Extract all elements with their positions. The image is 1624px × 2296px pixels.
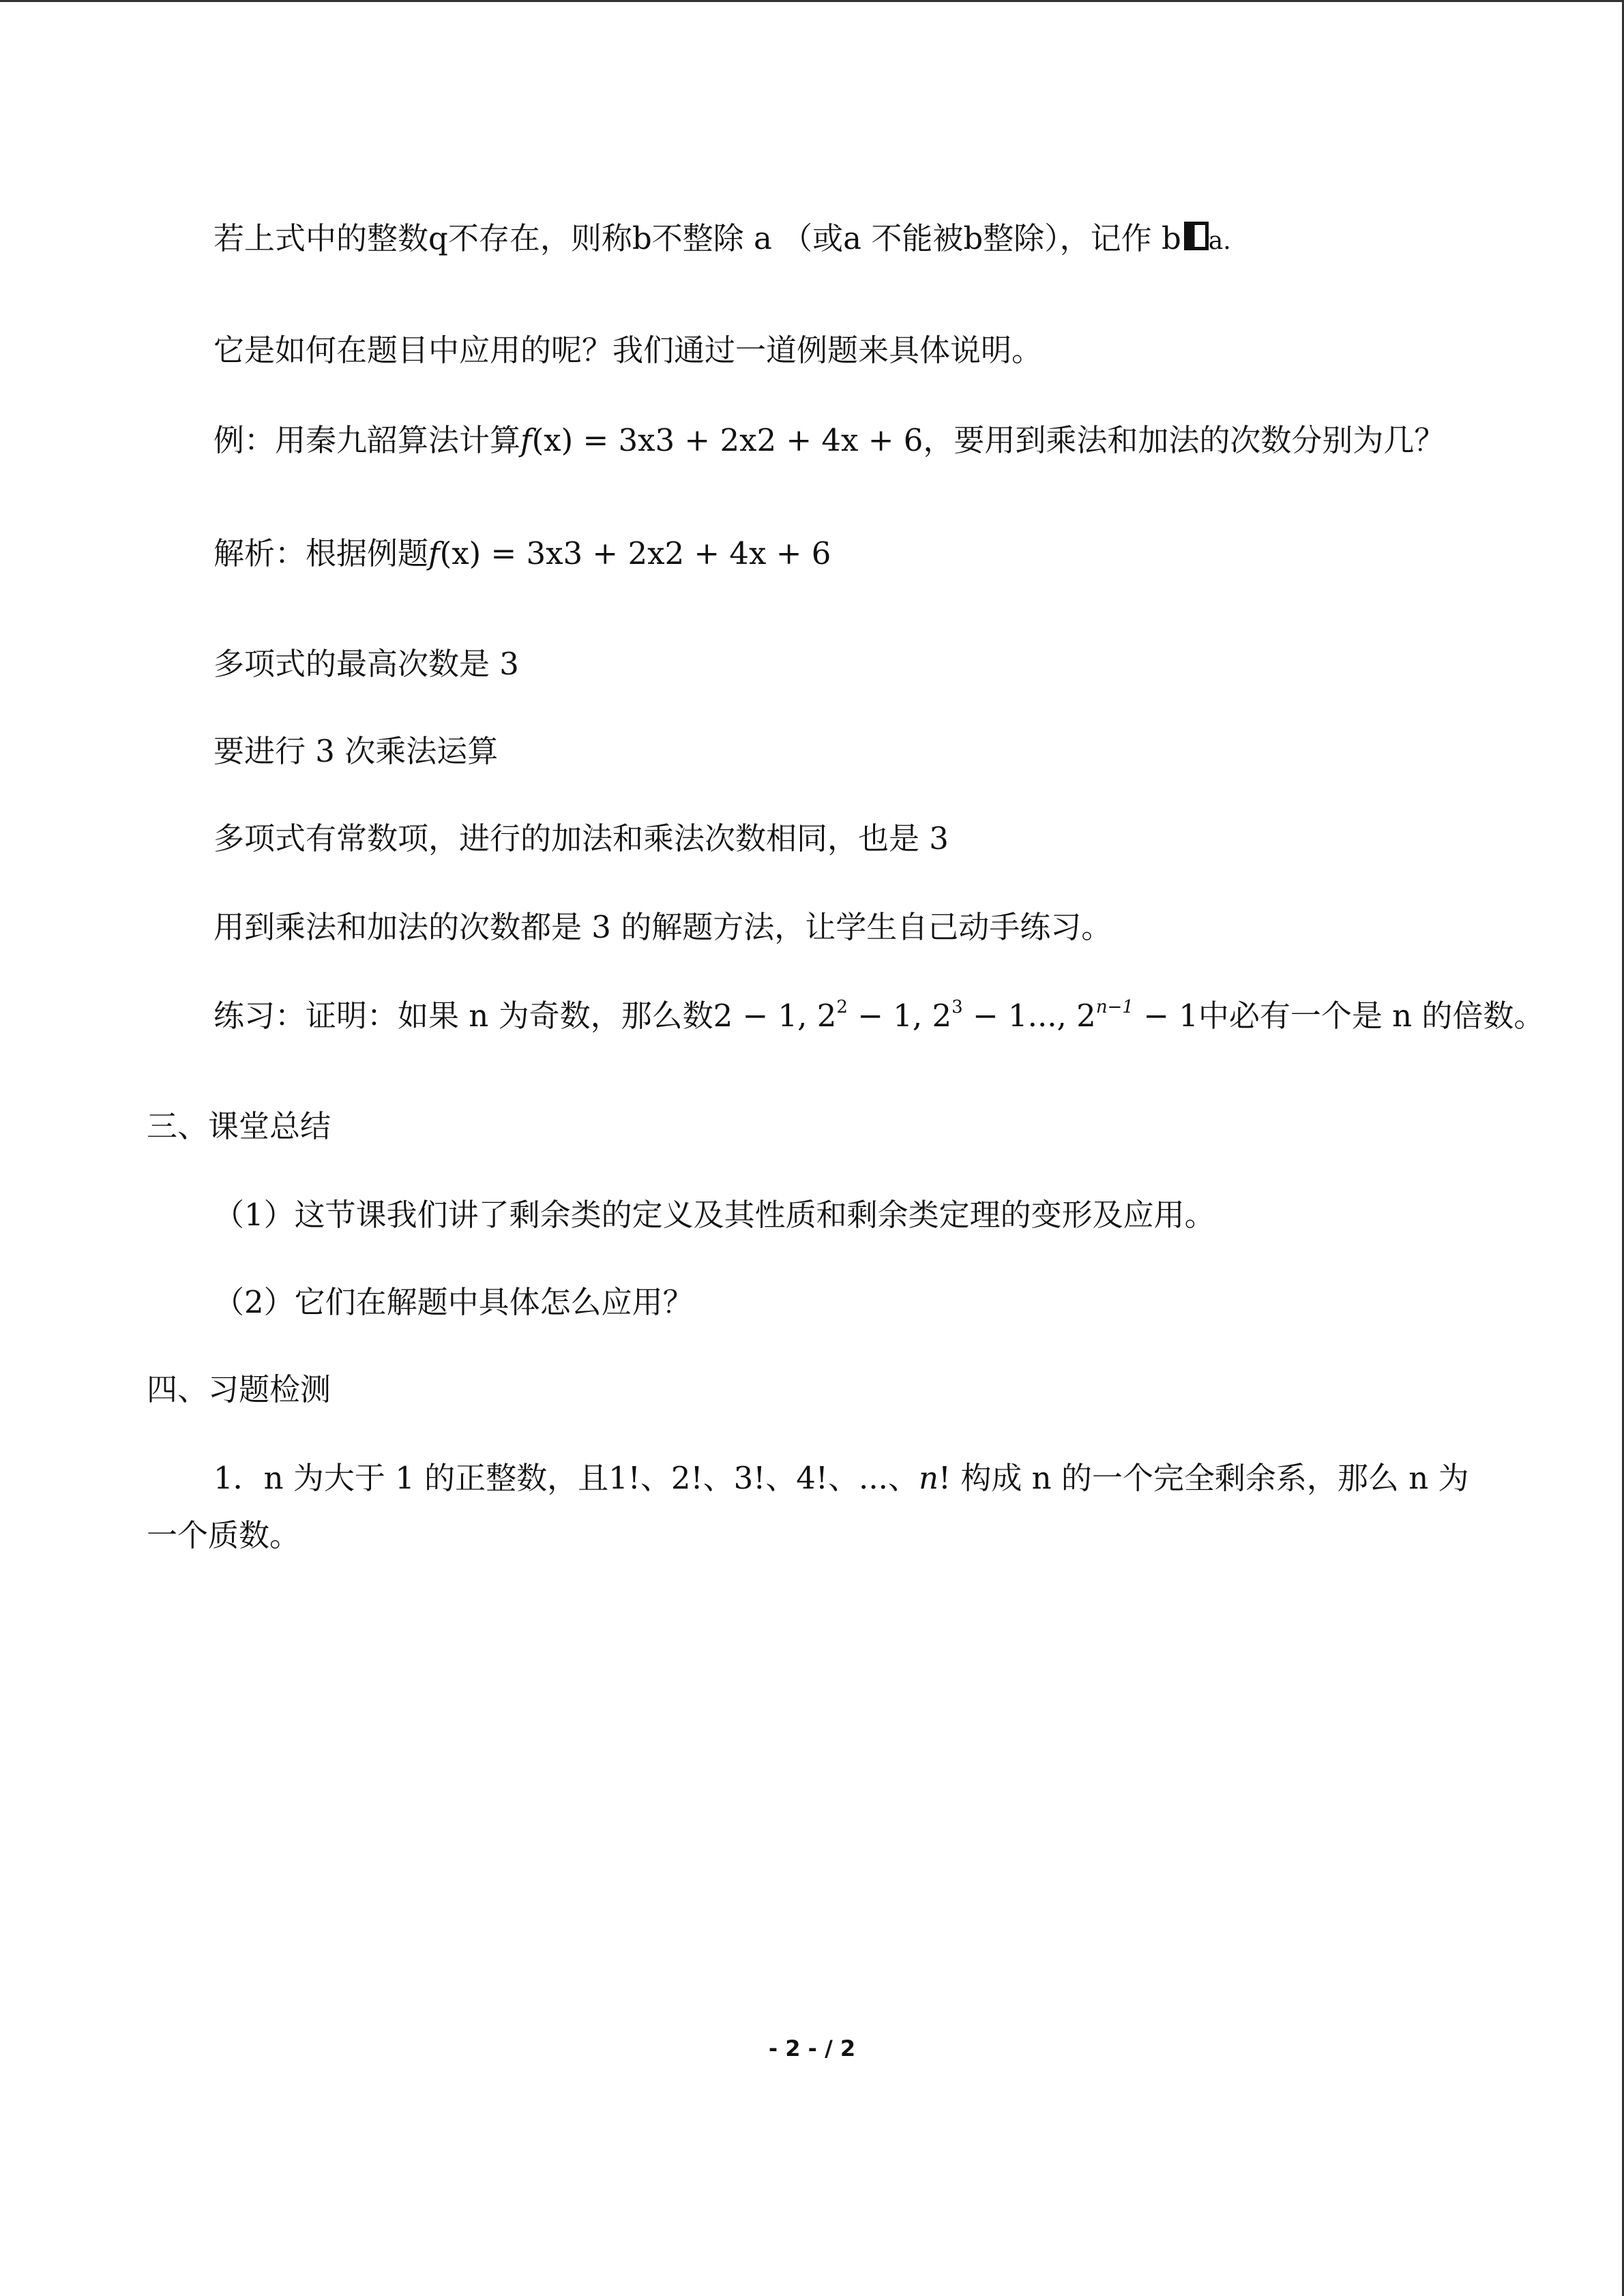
text: （或 (782, 220, 844, 256)
paragraph-multiplications: 要进行 3 次乘法运算 (213, 733, 499, 769)
text: 解析：根据例题 (213, 535, 429, 571)
paragraph-not-divisible (213, 218, 1231, 262)
formula (608, 1460, 951, 1496)
text: 1．n 为大于 1 的正整数，且 (213, 1460, 609, 1496)
text: 中必有一个是 n 的倍数。 (1198, 998, 1545, 1034)
section-heading-exercises: 四、习题检测 (147, 1371, 331, 1407)
math-part: 2 − 1, 2 (713, 998, 837, 1034)
not-divides-symbol (1184, 222, 1209, 250)
var-a: a (753, 220, 772, 256)
text: 不存在，则称 (447, 220, 632, 256)
exercise-item-1 (213, 1458, 1469, 1499)
paragraph-constant-term: 多项式有常数项，进行的加法和乘法次数相同，也是 3 (213, 820, 949, 856)
formula (428, 535, 831, 571)
formula (520, 422, 923, 458)
func-f: f (520, 422, 532, 458)
page-number: - 2 - / 2 (768, 2036, 856, 2061)
var-b: b (963, 220, 984, 256)
paragraph-practice-note: 用到乘法和加法的次数都是 3 的解题方法，让学生自己动手练习。 (213, 909, 1112, 945)
var-a: a (843, 220, 861, 256)
paragraph-analysis (213, 533, 831, 574)
func-arg: (x) (439, 535, 482, 571)
func-f: f (428, 535, 440, 571)
text: 例：用秦九韶算法计算 (213, 422, 521, 458)
summary-item-2: （2）它们在解题中具体怎么应用？ (213, 1284, 694, 1320)
factorial-sign: ! (938, 1460, 951, 1496)
text: ，要用到乘法和加法的次数分别为几？ (923, 422, 1445, 458)
text: 整除），记作 (983, 220, 1152, 256)
var-n: n (918, 1460, 939, 1496)
var-b: b (632, 220, 652, 256)
paragraph-degree: 多项式的最高次数是 3 (213, 646, 519, 682)
paragraph-exercise (213, 996, 1544, 1037)
func-arg: (x) (531, 422, 574, 458)
exponent: 2 (836, 997, 848, 1017)
exponent: n−1 (1095, 997, 1134, 1017)
summary-item-1: （1）这节课我们讲了剩余类的定义及其性质和剩余类定理的变形及应用。 (213, 1197, 1215, 1233)
page-top-border (0, 0, 1624, 2)
exponent: 3 (951, 997, 963, 1017)
text: 不能被 (871, 220, 964, 256)
paragraph-intro: 它是如何在题目中应用的呢？我们通过一道例题来具体说明。 (213, 332, 1043, 368)
math-part: − 1..., 2 (962, 998, 1096, 1034)
factorial-list: 1!、2!、3!、4!、...、 (608, 1460, 919, 1496)
text: 不整除 (651, 220, 744, 256)
paragraph-example (213, 420, 1445, 461)
text: 构成 n 的一个完全剩余系，那么 n 为 (960, 1460, 1469, 1496)
var-a: a. (1208, 227, 1231, 255)
polynomial: = 3x3 + 2x2 + 4x + 6 (481, 535, 831, 571)
exercise-item-1-continued: 一个质数。 (147, 1517, 301, 1553)
text: 若上式中的整数 (213, 220, 429, 256)
formula (713, 998, 1198, 1034)
text: 练习：证明：如果 n 为奇数，那么数 (213, 998, 713, 1034)
var-q: q (428, 220, 448, 256)
math-part: − 1, 2 (847, 998, 952, 1034)
math-part: − 1 (1133, 998, 1198, 1034)
section-heading-summary: 三、课堂总结 (147, 1108, 331, 1144)
polynomial: = 3x3 + 2x2 + 4x + 6 (573, 422, 924, 458)
var-b: b (1161, 220, 1181, 256)
